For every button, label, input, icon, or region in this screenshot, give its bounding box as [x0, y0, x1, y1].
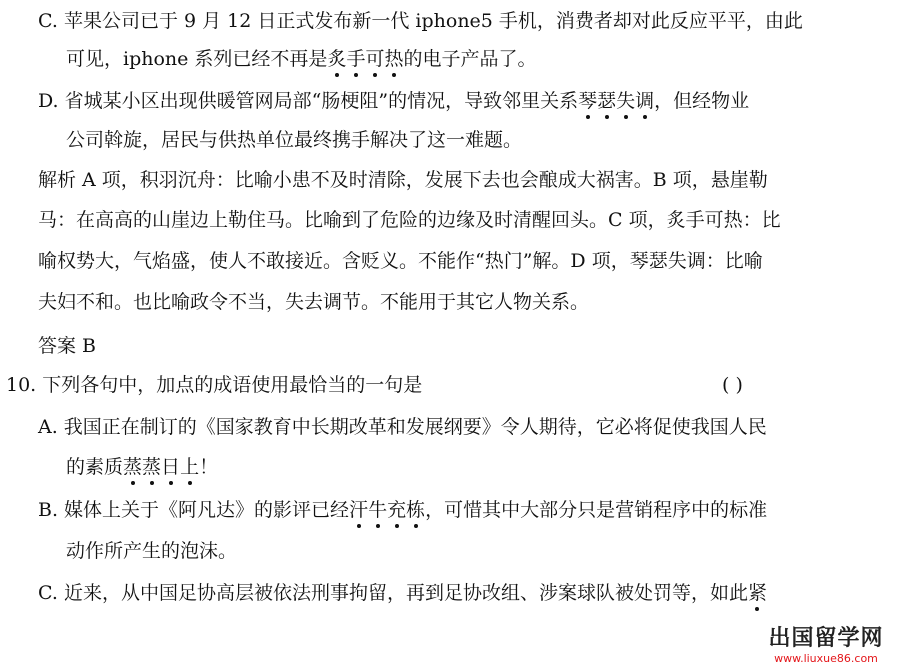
- option-b-q10-line2: [66, 538, 237, 564]
- dotted-char: 上: [180, 456, 200, 478]
- dotted-char: 失: [616, 90, 636, 112]
- option-a-q10-text1: A. 我国正在制订的《国家教育中长期改革和发展纲要》令人期待，它必将促使我国人民: [38, 416, 767, 438]
- option-a-q10-text2b: ！: [199, 456, 219, 478]
- option-b-q10-text2: 动作所产生的泡沫。: [66, 540, 238, 562]
- option-a-q10-line2: [66, 454, 218, 480]
- option-d-q9-line2: [66, 127, 522, 153]
- question-10-stem: [6, 372, 422, 398]
- analysis-text3: 喻权势大，气焰盛，使人不敢接近。含贬义。不能作“热门”解。D 项，琴瑟失调：比喻: [38, 250, 763, 272]
- analysis-text1: 解析 A 项，积羽沉舟：比喻小患不及时清除，发展下去也会酿成大祸害。B 项，悬崖勒: [38, 169, 768, 191]
- analysis-line2: [38, 207, 781, 233]
- dotted-char: 手: [346, 48, 366, 70]
- option-c-q9-line2: [66, 46, 537, 72]
- dotted-char: 紧: [747, 582, 767, 604]
- option-d-q9-text1b: ，但经物业: [654, 90, 750, 112]
- analysis-text4: 夫妇不和。也比喻政令不当，失去调节。不能用于其它人物关系。: [38, 291, 590, 313]
- dotted-char: 牛: [368, 499, 388, 521]
- dotted-char: 充: [387, 499, 407, 521]
- dotted-char: 琴: [578, 90, 598, 112]
- watermark-title: 出国留学网: [768, 626, 884, 651]
- dotted-char: 可: [365, 48, 385, 70]
- dotted-char: 汗: [349, 499, 369, 521]
- dotted-char: 蒸: [123, 456, 143, 478]
- analysis-line1: [38, 167, 768, 193]
- dotted-char: 瑟: [597, 90, 617, 112]
- option-d-q9-text2: 公司斡旋，居民与供热单位最终携手解决了这一难题。: [66, 129, 523, 151]
- option-b-q10-text1b: ，可惜其中大部分只是营销程序中的标准: [425, 499, 768, 521]
- dotted-char: 调: [635, 90, 655, 112]
- option-c-q9-text2b: 的电子产品了。: [403, 48, 537, 70]
- analysis-text2: 马：在高高的山崖边上勒住马。比喻到了危险的边缘及时清醒回头。C 项，炙手可热：比: [38, 209, 781, 231]
- option-d-q9-line1: [38, 88, 749, 114]
- option-c-q10-line1: [38, 580, 767, 606]
- option-d-q9-text1a: D. 省城某小区出现供暖管网局部“肠梗阻”的情况，导致邻里关系: [38, 90, 579, 112]
- option-a-q10-line1: [38, 414, 767, 440]
- option-a-q10-text2a: 的素质: [66, 456, 124, 478]
- option-c-q10-text1: C. 近来，从中国足协高层被依法刑事拘留，再到足协改组、涉案球队被处罚等，如此: [38, 582, 748, 604]
- dotted-char: 热: [384, 48, 404, 70]
- answer-line: [38, 333, 96, 359]
- question-10-paren: [722, 372, 743, 398]
- option-b-q10-line1: [38, 497, 767, 523]
- analysis-line3: [38, 248, 763, 274]
- option-c-q9-text1: C. 苹果公司已于 9 月 12 日正式发布新一代 iphone5 手机，消费者却对此反应平平，由此: [38, 10, 803, 32]
- watermark-url: www.liuxue86.com: [774, 652, 878, 665]
- option-b-q10-text1a: B. 媒体上关于《阿凡达》的影评已经: [38, 499, 350, 521]
- answer-text: 答案 B: [38, 335, 97, 357]
- dotted-char: 炙: [327, 48, 347, 70]
- analysis-line4: [38, 289, 589, 315]
- watermark-logo: [761, 626, 891, 666]
- option-c-q9-line1: [38, 8, 803, 34]
- dotted-char: 蒸: [142, 456, 162, 478]
- answer-blank: ( ): [722, 374, 743, 396]
- dotted-char: 日: [161, 456, 181, 478]
- option-c-q9-text2a: 可见，iphone 系列已经不再是: [66, 48, 328, 70]
- question-10-text: 10. 下列各句中，加点的成语使用最恰当的一句是: [6, 374, 423, 396]
- dotted-char: 栋: [406, 499, 426, 521]
